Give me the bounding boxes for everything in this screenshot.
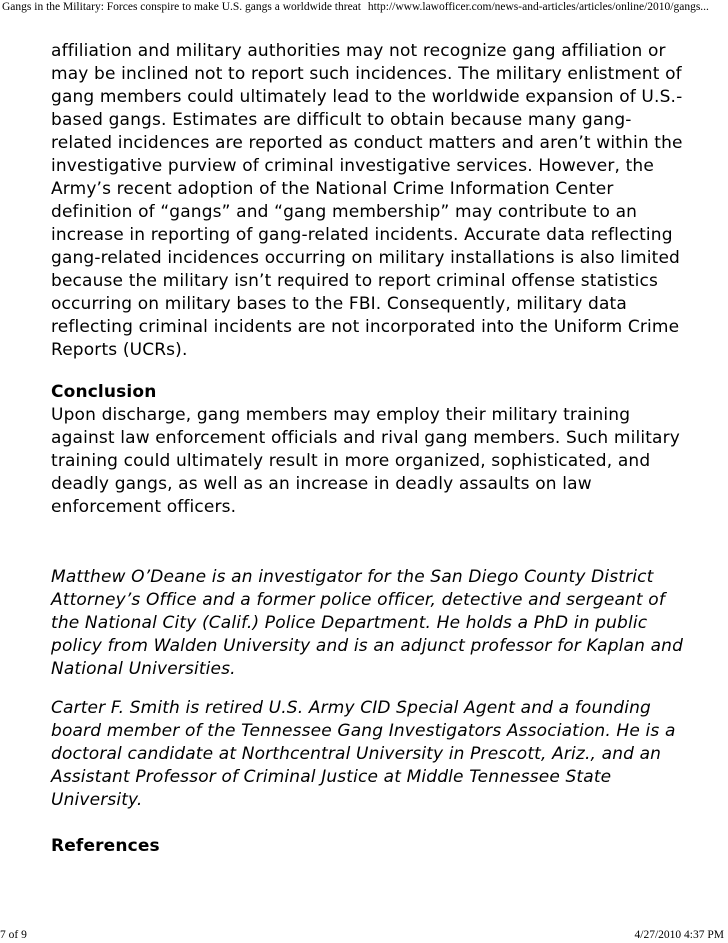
article-paragraph: affiliation and military authorities may not recognize gang affiliation or may be inclined not to report such incidences. The military enlistment of gang members could ultimately lead to the worldwide expansion of U.S.-based gangs. Estimates are difficult to obtain because many gang-related incidences are reported as conduct matters and aren’t within the investigative purview of criminal investigative services. However, the Army’s recent adoption of the National Crime Information Center definition of “gangs” and “gang membership” may contribute to an increase in reporting of gang-related incidents. Accurate data reflecting gang-related incidences occurring on military installations is also limited because the military isn’t required to report criminal offense statistics occurring on military bases to the FBI. Consequently, military data reflecting criminal incidents are not incorporated into the Uniform Crime Reports (UCRs). [51,41,683,360]
conclusion-heading: Conclusion [51,382,157,402]
article-content [51,40,691,858]
conclusion-paragraph: Upon discharge, gang members may employ their military training against law enforcement officials and rival gang members. Such military training could ultimately result in more organized, sophisticated, and deadly gangs, as well as an increase in deadly assaults on law enforcement officers. [51,405,680,517]
author-bio-smith: Carter F. Smith is retired U.S. Army CID Special Agent and a founding board member of the Tennessee Gang Investigators Association. He is a doctoral candidate at Northcentral University in Prescott, Ariz., and an Assistant Professor of Criminal Justice at Middle Tennessee State University. [51,698,676,810]
print-header [2,0,728,18]
page-number: 7 of 9 [0,929,27,941]
author-bio-odeane: Matthew O’Deane is an investigator for the San Diego County District Attorney’s Office and a former police officer, detective and sergeant of the National City (Calif.) Police Department. He holds a PhD in public policy from Walden University and is an adjunct professor for Kaplan and National Universities. [51,567,684,679]
header-page-title: Gangs in the Military: Forces conspire to make U.S. gangs a worldwide threat [2,1,361,13]
header-page-url: http://www.lawofficer.com/news-and-articles/articles/online/2010/gangs... [367,1,709,13]
print-datetime: 4/27/2010 4:37 PM [634,929,724,941]
print-footer [0,928,726,943]
references-heading: References [51,836,160,856]
